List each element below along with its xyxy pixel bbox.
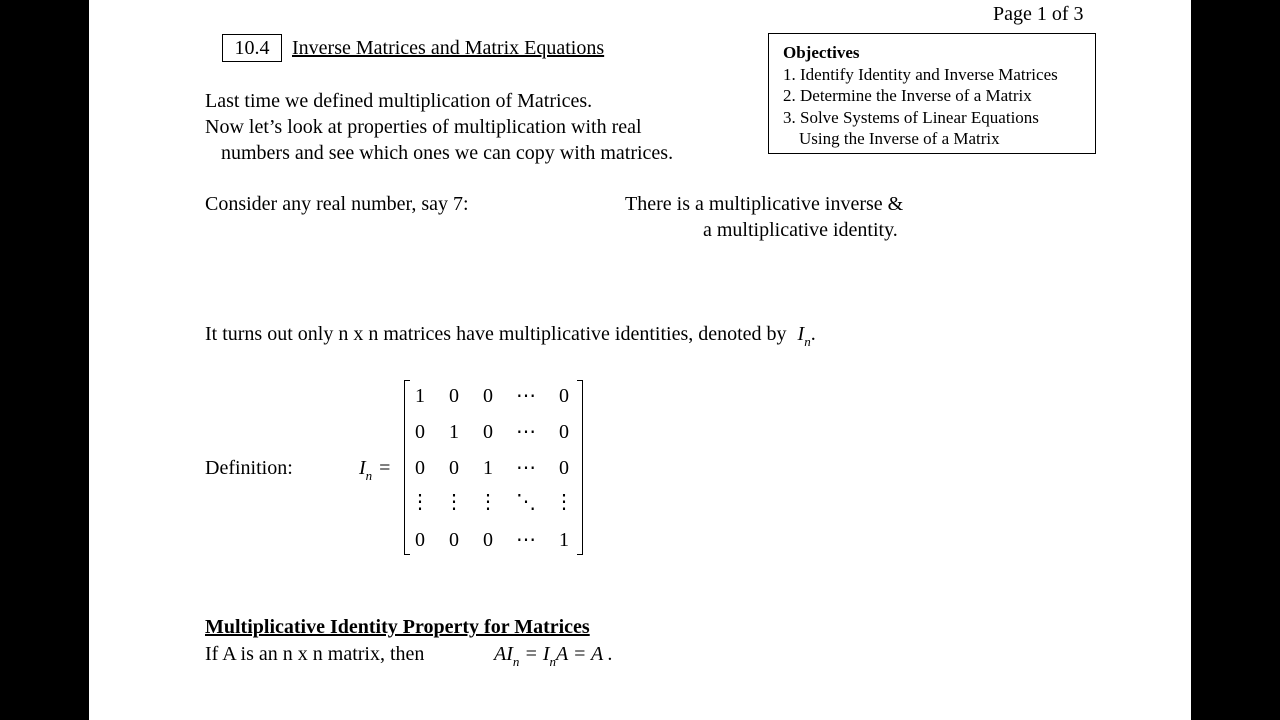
matrix-cell: 1 (559, 529, 569, 551)
definition-symbol: I (359, 457, 366, 479)
eq-subscript-2: n (549, 654, 557, 669)
identity-symbol: I (797, 323, 805, 345)
matrix-cell: 0 (415, 529, 425, 551)
definition-label: Definition: (205, 457, 293, 479)
inverse-note-line-2: a multiplicative identity. (703, 219, 898, 241)
identity-subscript: n (804, 334, 811, 349)
identity-property-equation (494, 642, 613, 668)
definition-equals: = (379, 457, 391, 479)
property-heading: Multiplicative Identity Property for Matrices (205, 616, 590, 638)
definition-lhs (359, 456, 390, 482)
consider-text: Consider any real number, say 7: (205, 193, 469, 215)
matrix-cell: 0 (559, 421, 569, 443)
matrix-cell: ⋱ (516, 491, 536, 513)
matrix-cell: ⋮ (444, 491, 464, 513)
section-title: Inverse Matrices and Matrix Equations (292, 37, 605, 59)
matrix-cell: ⋮ (554, 491, 574, 513)
matrix-cell: ⋯ (516, 529, 536, 551)
intro-line-1: Last time we defined multiplication of Matrices. (205, 90, 593, 112)
identity-note-text: It turns out only n x n matrices have multiplicative identities, denoted by (205, 323, 787, 345)
matrix-cell: 0 (449, 457, 459, 479)
intro-line-2: Now let’s look at properties of multiplication with real (205, 116, 642, 138)
objective-item-continued: Using the Inverse of a Matrix (799, 129, 1000, 148)
identity-matrix (401, 380, 586, 555)
matrix-cell: ⋮ (410, 491, 430, 513)
matrix-cell: 1 (449, 421, 459, 443)
eq-subscript-1: n (512, 654, 520, 669)
page-number: Page 1 of 3 (993, 3, 1084, 25)
matrix-cell: ⋯ (516, 421, 536, 443)
matrix-cell: 0 (415, 421, 425, 443)
matrix-cell: 0 (483, 529, 493, 551)
matrix-cell: 0 (559, 457, 569, 479)
inverse-note-line-1: There is a multiplicative inverse & (625, 193, 904, 215)
objective-item: 2. Determine the Inverse of a Matrix (783, 86, 1032, 105)
document-page (89, 0, 1191, 720)
property-text: If A is an n x n matrix, then (205, 643, 425, 665)
section-number-box: 10.4 (222, 34, 282, 62)
identity-note (205, 322, 816, 348)
matrix-cell: ⋯ (516, 457, 536, 479)
matrix-cell: 1 (415, 385, 425, 407)
matrix-cell: 0 (415, 457, 425, 479)
matrix-cell: ⋮ (478, 491, 498, 513)
objective-item: 3. Solve Systems of Linear Equations (783, 107, 1039, 127)
matrix-cell: 0 (483, 385, 493, 407)
identity-note-period: . (810, 323, 816, 345)
matrix-cell: 0 (483, 421, 493, 443)
definition-subscript: n (365, 468, 373, 483)
matrix-cell: 0 (449, 385, 459, 407)
matrix-cell: 0 (449, 529, 459, 551)
matrix-cell: ⋯ (516, 385, 536, 407)
objective-item: 1. Identify Identity and Inverse Matrices (783, 64, 1058, 84)
matrix-cell: 0 (559, 385, 569, 407)
matrix-cell: 1 (483, 457, 493, 479)
eq-end: A = A . (556, 643, 613, 665)
intro-line-3: numbers and see which ones we can copy with matrices. (221, 142, 674, 164)
eq-mid: = I (519, 643, 550, 665)
objectives-heading: Objectives (783, 43, 860, 62)
objectives-box (768, 33, 1096, 154)
eq-ai: AI (494, 643, 513, 665)
